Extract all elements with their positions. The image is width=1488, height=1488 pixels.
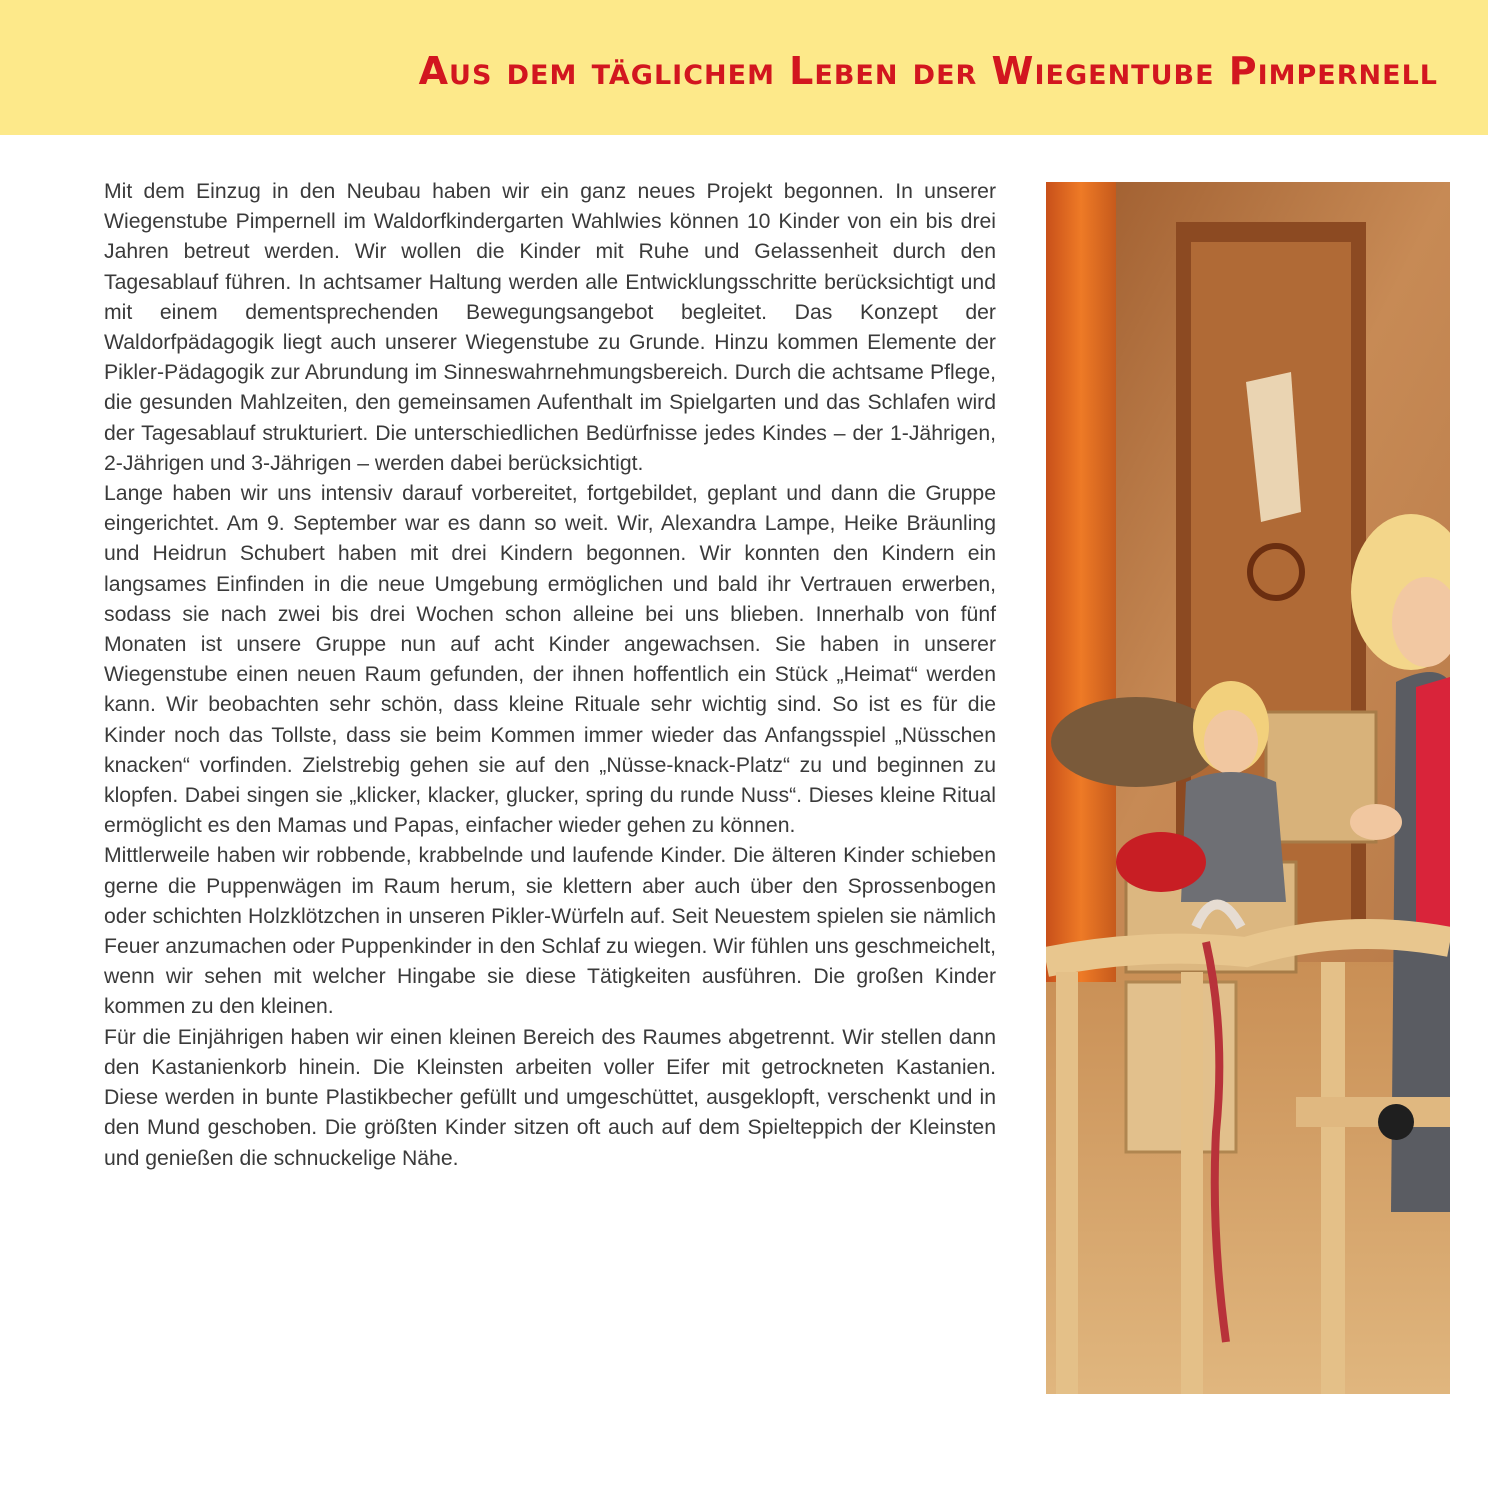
gate-post-shape	[1056, 972, 1078, 1394]
gate-post-shape	[1181, 972, 1203, 1394]
floor-shape	[1046, 962, 1450, 1394]
tall-child-hand-shape	[1350, 804, 1402, 840]
nursery-photo-illustration	[1046, 182, 1450, 1394]
article-body	[104, 177, 996, 1174]
header-band	[0, 0, 1488, 135]
article-paragraph-3: Mittlerweile haben wir robbende, krabbelnde und laufende Kinder. Die älteren Kinder schieben gerne die Puppenwägen im Raum herum, sie klettern aber auch über den Sprossenbogen oder schichten Holzklötzchen in unseren Pikler-Würfeln auf. Seit Neuestem spielen sie nämlich Feuer anzumachen oder Puppenkinder in den Schlaf zu wiegen. Wir fühlen uns geschmeichelt, wenn wir sehen mit welcher Hingabe sie diese Tätigkeiten ausführen. Die großen Kinder kommen zu den kleinen.	[104, 844, 996, 1019]
red-toy-shape	[1116, 832, 1206, 892]
tall-child-sweater-shape	[1416, 677, 1450, 942]
nursery-photo	[1046, 182, 1450, 1394]
article-paragraph-2: Lange haben wir uns intensiv darauf vorbereitet, fortgebildet, geplant und dann die Gruppe eingerichtet. Am 9. September war es dann so weit. Wir, Alexandra Lampe, Heike Bräunling und Heidrun Schubert haben mit drei Kindern begonnen. Wir konnten den Kindern ein langsames Einfinden in die neue Umgebung ermöglichen und bald ihr Vertrauen erwerben, sodass sie nach zwei bis drei Wochen schon alleine bei uns blieben. Innerhalb von fünf Monaten ist unsere Gruppe nun auf acht Kinder angewachsen. Sie haben in unserer Wiegenstube einen neuen Raum gefunden, der ihnen hoffentlich ein Stück „Heimat“ werden kann. Wir beobachten sehr schön, dass kleine Rituale sehr wichtig sind. So ist es für die Kinder noch das Tollste, dass sie beim Kommen immer wieder das Anfangsspiel „Nüsschen knacken“ vorfinden. Zielstrebig gehen sie auf den „Nüsse-knack-Platz“ zu und beginnen zu klopfen. Dabei singen sie „klicker, klacker, glucker, spring du runde Nuss“. Dieses kleine Ritual ermöglicht es den Mamas und Papas, einfacher wieder gehen zu können.	[104, 482, 996, 838]
small-child-sweater-shape	[1181, 772, 1286, 902]
gate-post-shape	[1321, 962, 1345, 1394]
article-paragraph-4: Für die Einjährigen haben wir einen kleinen Bereich des Raumes abgetrennt. Wir stellen dann den Kastanienkorb hinein. Die Kleinsten arbeiten voller Eifer mit getrockneten Kastanien. Diese werden in bunte Plastikbecher gefüllt und umgeschüttet, ausgeklopft, verschenkt und in den Mund geschoben. Die größten Kinder sitzen oft auch auf dem Spielteppich der Kleinsten und genießen die schnuckelige Nähe.	[104, 1025, 996, 1170]
page-title: Aus dem täglichem Leben der Wiegentube Pimpernell	[418, 49, 1438, 93]
gate-knob-shape	[1378, 1104, 1414, 1140]
article-paragraph-1: Mit dem Einzug in den Neubau haben wir ein ganz neues Projekt begonnen. In unserer Wiegenstube Pimpernell im Waldorfkindergarten Wahlwies können 10 Kinder von ein bis drei Jahren betreut werden. Wir wollen die Kinder mit Ruhe und Gelassenheit durch den Tagesablauf führen. In achtsamer Haltung werden alle Entwicklungsschritte berücksichtigt und mit einem dementsprechenden Bewegungsangebot begleitet. Das Konzept der Waldorfpädagogik liegt auch unserer Wiegenstube zu Grunde. Hinzu kommen Elemente der Pikler-Pädagogik zur Abrundung im Sinneswahrnehmungsbereich. Durch die achtsame Pflege, die gesunden Mahlzeiten, den gemeinsamen Aufenthalt im Spielgarten und das Schlafen wird der Tagesablauf strukturiert. Die unterschiedlichen Bedürfnisse jedes Kindes – der 1-Jährigen, 2-Jährigen und 3-Jährigen – werden dabei berücksichtigt.	[104, 180, 996, 475]
curtain-shape	[1046, 182, 1116, 982]
gate-crossbar-shape	[1296, 1097, 1450, 1127]
small-child-face-shape	[1204, 710, 1258, 774]
